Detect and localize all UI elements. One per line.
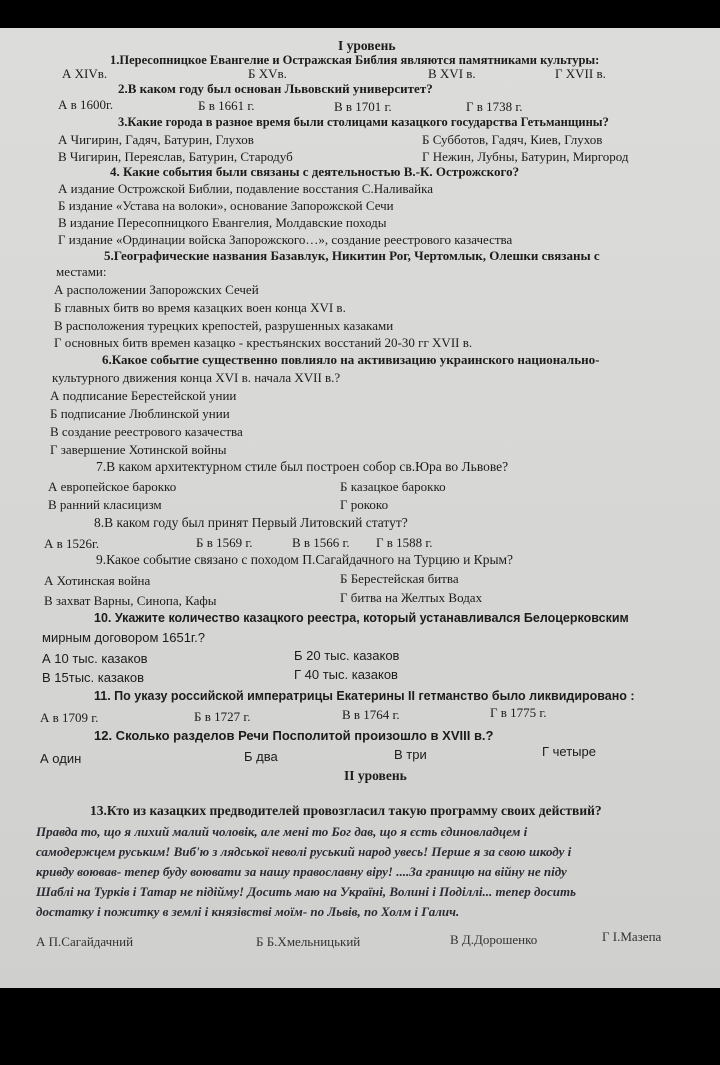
q13-quote-line4: Шаблі на Турків і Татар не підійму! Досить маю на Україні, Волині і Поділлі... тепер досить <box>36 884 576 899</box>
level2-title: ІІ уровень <box>344 768 407 783</box>
q6-option-b: Б подписание Люблинской унии <box>50 406 230 421</box>
q11-option-v: В в 1764 г. <box>342 707 400 722</box>
q1-option-g: Г ХVІІ в. <box>555 66 606 81</box>
q6-option-g: Г завершение Хотинской войны <box>50 442 227 457</box>
q13-option-g: Г І.Мазепа <box>602 929 662 944</box>
q6-option-a: А подписание Берестейской унии <box>50 388 237 403</box>
q4-option-b: Б издание «Устава на волоки», основание Запорожской Сечи <box>58 198 394 213</box>
q13-quote-line5: достатку і пожитку в землі і князівстві моїм- по Львів, по Холм і Галич. <box>36 904 460 919</box>
q13-text: 13.Кто из казацких предводителей провозгласил такую программу своих действий? <box>90 803 602 818</box>
q3-option-a: А Чигирин, Гадяч, Батурин, Глухов <box>58 132 254 147</box>
q8-option-a: А в 1526г. <box>44 536 100 551</box>
q11-option-b: Б в 1727 г. <box>194 709 251 724</box>
level1-title: І уровень <box>338 38 396 53</box>
q9-option-a: А Хотинская война <box>44 573 151 588</box>
q12-option-v: В три <box>394 747 427 762</box>
test-sheet <box>0 28 720 988</box>
q4-option-a: А издание Острожской Библии, подавление восстания С.Наливайка <box>58 181 433 196</box>
q2-option-g: Г в 1738 г. <box>466 99 523 114</box>
q5-option-b: Б главных битв во время казацких воен конца XVI в. <box>54 300 346 315</box>
q13-option-b: Б Б.Хмельницький <box>256 934 361 949</box>
q13-option-v: В Д.Дорошенко <box>450 932 538 947</box>
q1-option-a: А ХІVв. <box>62 66 108 81</box>
q7-text: 7.В каком архитектурном стиле был построен собор св.Юра во Львове? <box>96 459 509 474</box>
q8-option-b: Б в 1569 г. <box>196 535 253 550</box>
q10-option-g: Г 40 тыс. казаков <box>294 667 398 682</box>
q10-text-line2: мирным договором 1651г.? <box>42 630 205 645</box>
q8-text: 8.В каком году был принят Первый Литовский статут? <box>94 515 408 530</box>
q11-option-a: А в 1709 г. <box>40 710 99 725</box>
q3-option-v: В Чигирин, Переяслав, Батурин, Стародуб <box>58 149 293 164</box>
q7-option-v: В ранний класицизм <box>48 497 162 512</box>
q9-option-v: В захват Варны, Синопа, Кафы <box>44 593 217 608</box>
q9-text: 9.Какое событие связано с походом П.Сагайдачного на Турцию и Крым? <box>96 552 514 567</box>
q12-option-b: Б два <box>244 749 278 764</box>
q2-option-a: А в 1600г. <box>58 97 114 112</box>
q2-text: 2.В каком году был основан Львовский университет? <box>118 81 433 96</box>
q10-option-v: В 15тыс. казаков <box>42 670 144 685</box>
q10-option-a: А 10 тыс. казаков <box>42 651 148 666</box>
q5-option-v: В расположения турецких крепостей, разрушенных казаками <box>54 318 394 333</box>
q2-option-v: В в 1701 г. <box>334 99 392 114</box>
q13-quote-line1: Правда то, що я лихий малий чоловік, але мені то Бог дав, що я єсть єдиновладцем і <box>36 824 528 839</box>
q8-option-g: Г в 1588 г. <box>376 535 433 550</box>
q12-text: 12. Сколько разделов Речи Посполитой произошло в XVIII в.? <box>94 728 494 743</box>
q9-option-g: Г битва на Желтых Водах <box>340 590 483 605</box>
q3-option-g: Г Нежин, Лубны, Батурин, Миргород <box>422 149 629 164</box>
q8-option-v: В в 1566 г. <box>292 535 350 550</box>
q10-text-line1: 10. Укажите количество казацкого реестра, который устанавливался Белоцерковским <box>94 611 629 625</box>
q11-option-g: Г в 1775 г. <box>490 705 547 720</box>
q13-quote-line2: самодержцем руським! Виб'ю з лядської неволі руський народ увесь! Перше я за свою шкоду і <box>36 844 572 859</box>
q9-option-b: Б Берестейская битва <box>340 571 459 586</box>
q5-option-a: А расположении Запорожских Сечей <box>54 282 259 297</box>
q6-text-line1: 6.Какое событие существенно повлияло на активизацию украинского национально- <box>102 352 600 367</box>
q3-option-b: Б Субботов, Гадяч, Киев, Глухов <box>422 132 603 147</box>
q13-option-a: А П.Сагайдачний <box>36 934 134 949</box>
q7-option-b: Б казацкое барокко <box>340 479 446 494</box>
q10-option-b: Б 20 тыс. казаков <box>294 648 400 663</box>
q7-option-a: А европейское барокко <box>48 479 177 494</box>
q1-option-b: Б ХVв. <box>248 66 287 81</box>
q1-text: 1.Пересопницкое Евангелие и Остражская Библия являются памятниками культуры: <box>110 53 600 67</box>
q6-option-v: В создание реестрового казачества <box>50 424 243 439</box>
q12-option-a: А один <box>40 751 82 766</box>
q7-option-g: Г рококо <box>340 497 389 512</box>
q4-option-v: В издание Пересопницкого Евангелия, Молдавские походы <box>58 215 387 230</box>
q11-text: 11. По указу российской императрицы Екатерины II гетманство было ликвидировано : <box>94 689 635 703</box>
q5-text-line2: местами: <box>56 264 107 279</box>
q4-text: 4. Какие события были связаны с деятельностью В.-К. Острожского? <box>110 164 520 179</box>
q12-option-g: Г четыре <box>542 744 596 759</box>
q5-option-g: Г основных битв времен казацко - крестьянских восстаний 20-30 гг XVII в. <box>54 335 473 350</box>
q2-option-b: Б в 1661 г. <box>198 98 255 113</box>
q3-text: 3.Какие города в разное время были столицами казацкого государства Гетьманщины? <box>118 115 609 129</box>
q13-quote-line3: кривду воював- тепер буду воювати за нашу православну віру! ....За границю на війну не піду <box>36 864 567 879</box>
q5-text-line1: 5.Географические названия Базавлук, Никитин Рог, Чертомлык, Олешки связаны с <box>104 248 600 263</box>
q6-text-line2: культурного движения конца XVI в. начала XVII в.? <box>52 370 341 385</box>
q4-option-g: Г издание «Ординации войска Запорожского…», создание реестрового казачества <box>58 232 513 247</box>
q1-option-v: В ХVІ в. <box>428 66 476 81</box>
